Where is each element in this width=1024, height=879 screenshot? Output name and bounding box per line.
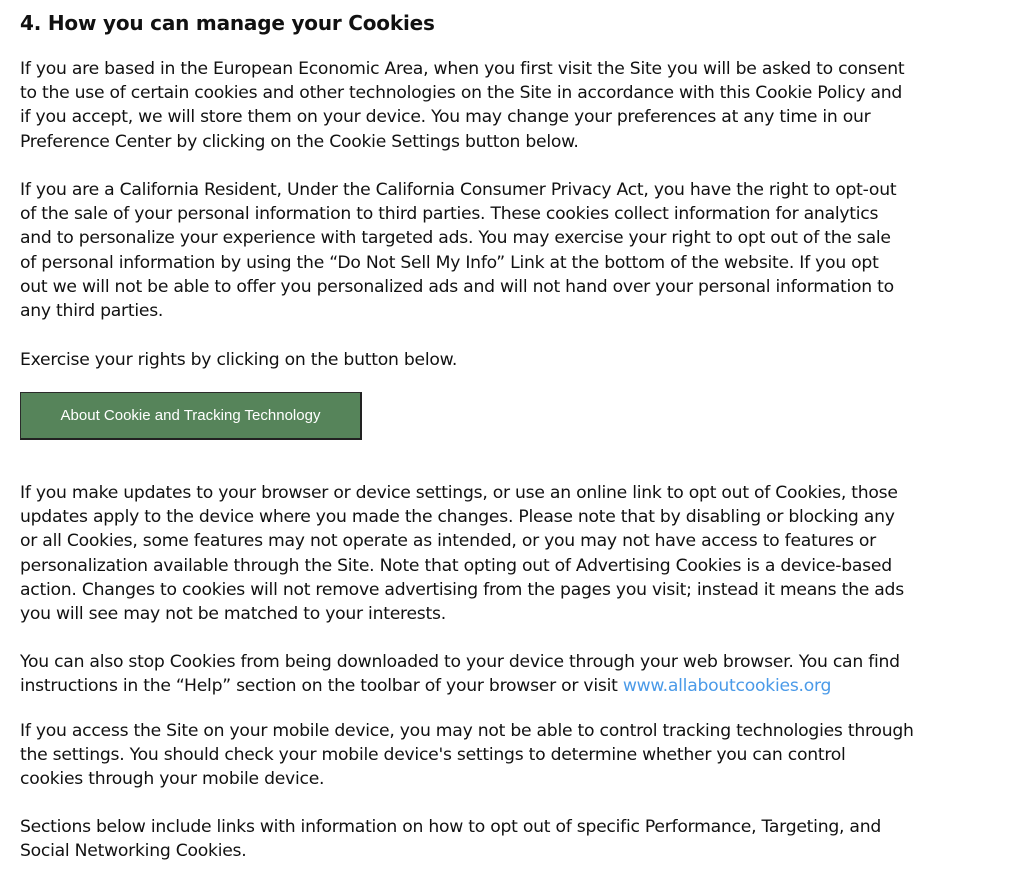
text-line-with-link [20, 674, 900, 698]
exercise-rights-paragraph [20, 348, 457, 372]
text-line: the settings. You should check your mobile device's settings to determine whether you can control [20, 745, 846, 766]
text-line: If you are based in the European Economic Area, when you first visit the Site you will be asked to consent [20, 59, 905, 79]
text-line: Exercise your rights by clicking on the button below. [20, 350, 458, 370]
text-fragment: instructions in the “Help” section on the toolbar of your browser or visit [20, 676, 623, 697]
browser-settings-paragraph [20, 481, 904, 626]
text-line: and to personalize your experience with targeted ads. You may exercise your right to opt out of the sale [20, 228, 891, 249]
about-cookie-tracking-button[interactable]: About Cookie and Tracking Technology [20, 392, 362, 440]
text-line: Social Networking Cookies. [20, 841, 247, 862]
text-line: Sections below include links with information on how to opt out of specific Performance, Targeting, and [20, 817, 882, 837]
text-line: to the use of certain cookies and other technologies on the Site in accordance with this Cookie Policy and [20, 83, 903, 104]
text-line: cookies through your mobile device. [20, 769, 325, 790]
text-line: You can also stop Cookies from being downloaded to your device through your web browser. You can find [20, 652, 900, 672]
text-line: updates apply to the device where you made the changes. Please note that by disabling or blocking any [20, 507, 895, 528]
text-line: any third parties. [20, 300, 164, 321]
web-browser-paragraph [20, 650, 900, 698]
text-line: of personal information by using the “Do Not Sell My Info” Link at the bottom of the website. If you opt [20, 252, 879, 273]
text-line: you will see may not be matched to your interests. [20, 603, 446, 624]
text-line: if you accept, we will store them on your device. You may change your preferences at any time in our [20, 107, 871, 128]
text-line: If you access the Site on your mobile device, you may not be able to control tracking technologies through [20, 721, 914, 741]
text-line: action. Changes to cookies will not remove advertising from the pages you visit; instead it means the ads [20, 579, 904, 600]
text-line: or all Cookies, some features may not operate as intended, or you may not have access to features or [20, 531, 876, 552]
mobile-device-paragraph [20, 719, 914, 792]
text-line: Preference Center by clicking on the Cookie Settings button below. [20, 131, 579, 152]
sections-below-paragraph [20, 815, 881, 863]
eea-consent-paragraph [20, 57, 904, 154]
text-line: of the sale of your personal information to third parties. These cookies collect information for analytics [20, 204, 879, 225]
text-line: If you make updates to your browser or device settings, or use an online link to opt out of Cookies, those [20, 483, 898, 503]
text-line: personalization available through the Site. Note that opting out of Advertising Cookies is a device-based [20, 555, 892, 576]
california-rights-paragraph [20, 178, 896, 323]
allaboutcookies-link[interactable]: www.allaboutcookies.org [622, 676, 832, 697]
text-line: If you are a California Resident, Under the California Consumer Privacy Act, you have the right to opt-out [20, 180, 897, 200]
section-heading: 4. How you can manage your Cookies [20, 11, 435, 35]
text-line: out we will not be able to offer you personalized ads and will not hand over your personal information to [20, 276, 894, 297]
